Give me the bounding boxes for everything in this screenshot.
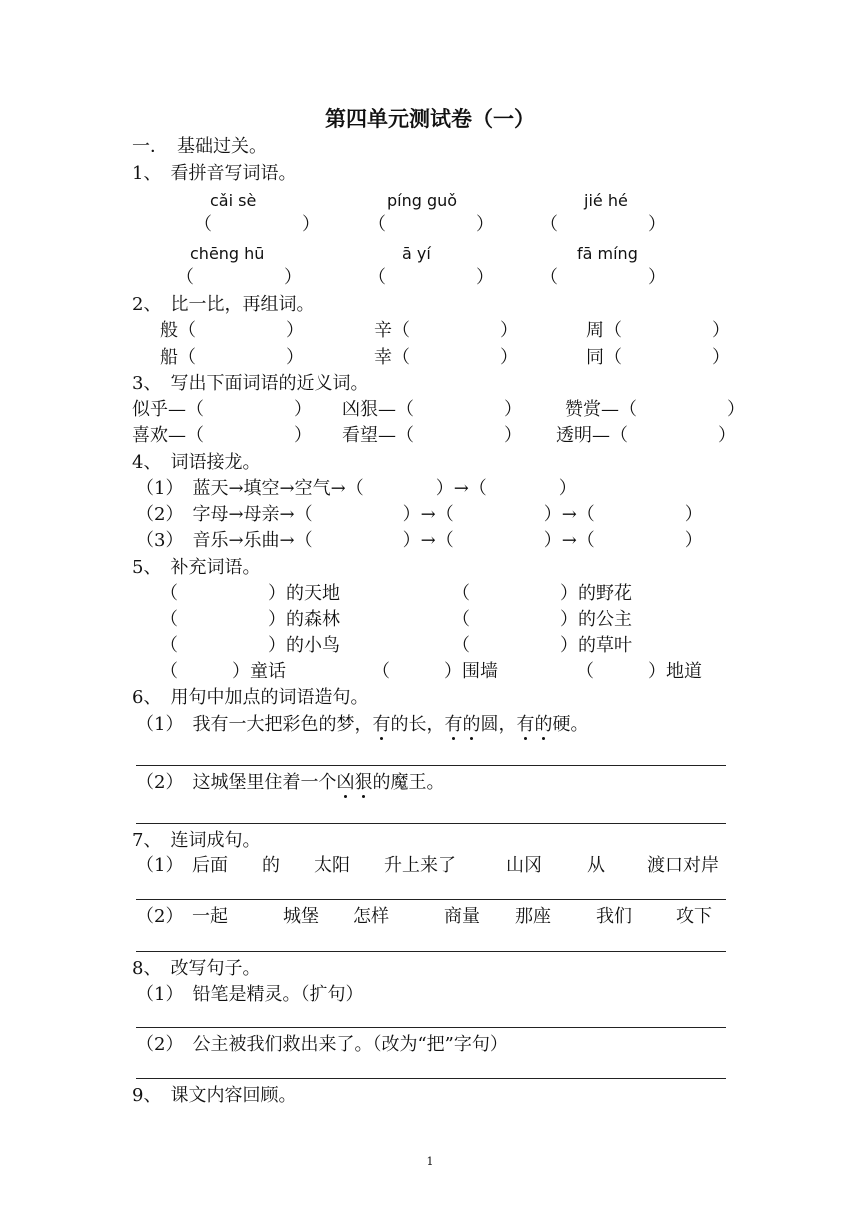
dotted-char: 凶 — [336, 772, 355, 793]
fill-item[interactable]: （ ）的草叶 — [452, 635, 632, 656]
synonym-item[interactable]: 喜欢—（ ） — [132, 425, 312, 446]
pinyin-1: cǎi sè — [210, 191, 257, 210]
word-token: 的 — [262, 855, 280, 876]
dotted-char: 狠 — [354, 772, 373, 793]
question-2-label: 2、 比一比，再组词。 — [132, 294, 315, 315]
synonym-item[interactable]: 看望—（ ） — [342, 425, 522, 446]
pinyin-6: fā míng — [577, 244, 638, 263]
answer-line[interactable] — [136, 899, 726, 900]
dotted-char: 有 — [516, 714, 535, 735]
question-1-label: 1、 看拼音写词语。 — [132, 163, 297, 184]
fill-item[interactable]: （ ）童话 — [160, 661, 286, 682]
word-token: 后面 — [192, 855, 228, 876]
word-chain-row[interactable]: （1） 蓝天→填空→空气→（ ）→（ ） — [136, 478, 577, 499]
page-title: 第四单元测试卷（一） — [325, 106, 535, 131]
sentence-1: （1） 我有一大把彩色的梦，有的长，有的圆，有的硬。 — [136, 714, 589, 735]
pinyin-3: jié hé — [584, 191, 628, 210]
word-token: 一起 — [192, 906, 228, 927]
word-token: 怎样 — [353, 906, 389, 927]
answer-blank[interactable]: （ ） — [176, 267, 302, 288]
question-3-label: 3、 写出下面词语的近义词。 — [132, 373, 369, 394]
word-token: 商量 — [444, 906, 480, 927]
word-token: （2） — [136, 906, 184, 927]
fill-item[interactable]: （ ）的野花 — [452, 583, 632, 604]
question-4-label: 4、 词语接龙。 — [132, 452, 261, 473]
synonym-item[interactable]: 赞赏—（ ） — [565, 399, 745, 420]
pinyin-2: píng guǒ — [387, 191, 458, 210]
word-token: 从 — [587, 855, 605, 876]
dotted-char: 的 — [534, 714, 553, 735]
answer-line[interactable] — [136, 823, 726, 824]
section-heading: 一． 基础过关。 — [132, 136, 267, 157]
word-token: 太阳 — [314, 855, 350, 876]
word-token: 攻下 — [676, 906, 712, 927]
answer-line[interactable] — [136, 951, 726, 952]
fill-item[interactable]: （ ）地道 — [576, 661, 702, 682]
question-7-label: 7、 连词成句。 — [132, 830, 261, 851]
answer-blank[interactable]: （ ） — [368, 214, 494, 235]
fill-item[interactable]: （ ）围墙 — [372, 661, 498, 682]
fill-item[interactable]: （ ）的公主 — [452, 609, 632, 630]
question-8-label: 8、 改写句子。 — [132, 958, 261, 979]
answer-blank[interactable]: （ ） — [540, 267, 666, 288]
word-chain-row[interactable]: （3） 音乐→乐曲→（ ）→（ ）→（ ） — [136, 530, 703, 551]
question-9-label: 9、 课文内容回顾。 — [132, 1085, 297, 1106]
fill-item[interactable]: （ ）的森林 — [160, 609, 340, 630]
synonym-item[interactable]: 凶狠—（ ） — [342, 399, 522, 420]
word-token: 城堡 — [283, 906, 319, 927]
word-token: 渡口对岸 — [647, 855, 719, 876]
fill-item[interactable]: （ ）的小鸟 — [160, 635, 340, 656]
word-token: 那座 — [515, 906, 551, 927]
fill-item[interactable]: （ ）的天地 — [160, 583, 340, 604]
answer-line[interactable] — [136, 1027, 726, 1028]
rewrite-sentence: （2） 公主被我们救出来了。（改为“把”字句） — [136, 1034, 508, 1055]
pinyin-5: ā yí — [402, 244, 431, 263]
dotted-char: 的 — [462, 714, 481, 735]
answer-line[interactable] — [136, 765, 726, 766]
compare-item[interactable]: 辛（ ） — [374, 320, 518, 341]
compare-item[interactable]: 幸（ ） — [374, 347, 518, 368]
compare-item[interactable]: 船（ ） — [160, 347, 304, 368]
rewrite-sentence: （1） 铅笔是精灵。（扩句） — [136, 984, 364, 1005]
dotted-char: 有 — [444, 714, 463, 735]
word-token: 山冈 — [506, 855, 542, 876]
word-token: 升上来了 — [384, 855, 456, 876]
word-chain-row[interactable]: （2） 字母→母亲→（ ）→（ ）→（ ） — [136, 504, 703, 525]
answer-blank[interactable]: （ ） — [540, 214, 666, 235]
dotted-char: 有 — [372, 714, 391, 735]
word-token: 我们 — [596, 906, 632, 927]
compare-item[interactable]: 周（ ） — [586, 320, 730, 341]
page-number: 1 — [426, 1155, 434, 1168]
pinyin-4: chēng hū — [190, 244, 265, 263]
synonym-item[interactable]: 透明—（ ） — [556, 425, 736, 446]
answer-line[interactable] — [136, 1078, 726, 1079]
answer-blank[interactable]: （ ） — [194, 214, 320, 235]
sentence-2: （2） 这城堡里住着一个凶狠的魔王。 — [136, 772, 445, 793]
compare-item[interactable]: 同（ ） — [586, 347, 730, 368]
question-5-label: 5、 补充词语。 — [132, 557, 261, 578]
question-6-label: 6、 用句中加点的词语造句。 — [132, 687, 369, 708]
synonym-item[interactable]: 似乎—（ ） — [132, 399, 312, 420]
word-token: （1） — [136, 855, 184, 876]
compare-item[interactable]: 般（ ） — [160, 320, 304, 341]
answer-blank[interactable]: （ ） — [368, 267, 494, 288]
